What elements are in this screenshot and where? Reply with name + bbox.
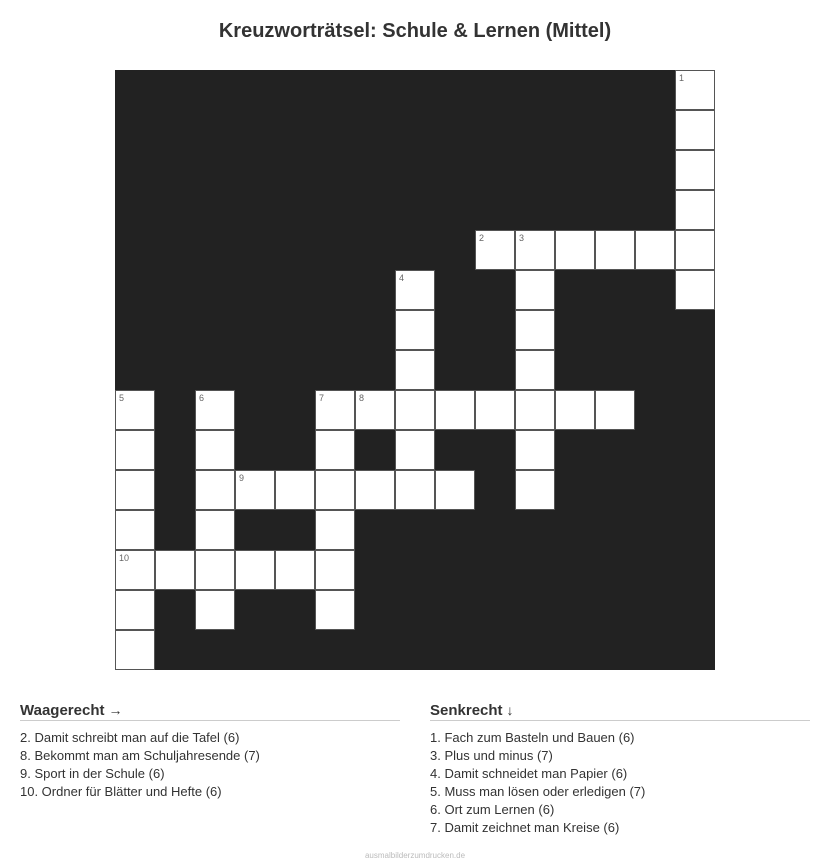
crossword-cell[interactable] <box>115 470 155 510</box>
crossword-cell[interactable] <box>155 550 195 590</box>
footer-credit: ausmalbilderzumdrucken.de <box>364 851 466 860</box>
crossword-cell[interactable] <box>675 110 715 150</box>
crossword-cell[interactable] <box>315 390 355 430</box>
clue-number: 10 <box>119 553 130 563</box>
crossword-cell[interactable] <box>195 550 235 590</box>
down-clue: 5. Muss man lösen oder erledigen (7) <box>430 784 646 799</box>
crossword-cell[interactable] <box>435 470 475 510</box>
across-heading <box>20 702 400 721</box>
crossword-cell[interactable] <box>195 390 235 430</box>
clue-number: 2 <box>479 233 485 243</box>
crossword-cell[interactable] <box>475 230 515 270</box>
crossword-cell[interactable] <box>315 510 355 550</box>
across-clue: 2. Damit schreibt man auf die Tafel (6) <box>20 730 240 745</box>
down-clue: 1. Fach zum Basteln und Bauen (6) <box>430 730 635 745</box>
crossword-cell[interactable] <box>315 550 355 590</box>
crossword-cell[interactable] <box>675 70 715 110</box>
down-clue: 7. Damit zeichnet man Kreise (6) <box>430 820 620 835</box>
crossword-cell[interactable] <box>355 470 395 510</box>
down-clues-section <box>430 702 810 837</box>
across-clue: 10. Ordner für Blätter und Hefte (6) <box>20 784 222 799</box>
crossword-cell[interactable] <box>555 230 595 270</box>
crossword-cell[interactable] <box>635 230 675 270</box>
crossword-cell[interactable] <box>395 390 435 430</box>
down-clue: 3. Plus und minus (7) <box>430 748 553 763</box>
crossword-grid <box>115 70 715 670</box>
crossword-cell[interactable] <box>275 550 315 590</box>
across-clue: 8. Bekommt man am Schuljahresende (7) <box>20 748 260 763</box>
crossword-cell[interactable] <box>395 350 435 390</box>
crossword-cell[interactable] <box>195 470 235 510</box>
crossword-cell[interactable] <box>315 590 355 630</box>
crossword-cell[interactable] <box>115 390 155 430</box>
down-clue: 6. Ort zum Lernen (6) <box>430 802 555 817</box>
crossword-cell[interactable] <box>515 270 555 310</box>
crossword-cell[interactable] <box>515 430 555 470</box>
clue-number: 6 <box>199 393 205 403</box>
across-heading-label: Waagerecht <box>20 702 105 719</box>
crossword-cell[interactable] <box>515 470 555 510</box>
crossword-cell[interactable] <box>315 430 355 470</box>
crossword-cell[interactable] <box>435 390 475 430</box>
crossword-cell[interactable] <box>115 550 155 590</box>
clue-number: 7 <box>319 393 325 403</box>
crossword-cell[interactable] <box>115 510 155 550</box>
down-heading <box>430 702 810 721</box>
crossword-cell[interactable] <box>195 590 235 630</box>
crossword-cell[interactable] <box>475 390 515 430</box>
crossword-cell[interactable] <box>395 430 435 470</box>
crossword-cell[interactable] <box>235 550 275 590</box>
crossword-cell[interactable] <box>515 350 555 390</box>
crossword-cell[interactable] <box>395 310 435 350</box>
crossword-cell[interactable] <box>675 190 715 230</box>
crossword-cell[interactable] <box>515 390 555 430</box>
clue-number: 9 <box>239 473 245 483</box>
clue-number: 8 <box>359 393 365 403</box>
crossword-cell[interactable] <box>515 310 555 350</box>
crossword-cell[interactable] <box>675 150 715 190</box>
crossword-cell[interactable] <box>115 590 155 630</box>
crossword-cell[interactable] <box>195 430 235 470</box>
crossword-cell[interactable] <box>115 630 155 670</box>
crossword-cell[interactable] <box>595 230 635 270</box>
clue-number: 3 <box>519 233 525 243</box>
crossword-cell[interactable] <box>275 470 315 510</box>
clue-number: 1 <box>679 73 685 83</box>
crossword-cell[interactable] <box>555 390 595 430</box>
crossword-cell[interactable] <box>355 390 395 430</box>
page-title: Kreuzworträtsel: Schule & Lernen (Mittel) <box>218 20 612 42</box>
crossword-cell[interactable] <box>675 270 715 310</box>
crossword-cell[interactable] <box>595 390 635 430</box>
across-clues-section <box>20 702 400 801</box>
crossword-cell[interactable] <box>235 470 275 510</box>
crossword-cell[interactable] <box>315 470 355 510</box>
clue-number: 4 <box>399 273 405 283</box>
arrow-right-icon: → <box>108 702 123 718</box>
crossword-cell[interactable] <box>515 230 555 270</box>
down-heading-label: Senkrecht <box>430 702 503 719</box>
down-clue: 4. Damit schneidet man Papier (6) <box>430 766 628 781</box>
crossword-cell[interactable] <box>195 510 235 550</box>
arrow-down-icon: ↓ <box>506 702 514 718</box>
crossword-cell[interactable] <box>395 270 435 310</box>
clue-number: 5 <box>119 393 125 403</box>
across-clue: 9. Sport in der Schule (6) <box>20 766 165 781</box>
crossword-cell[interactable] <box>395 470 435 510</box>
crossword-cell[interactable] <box>115 430 155 470</box>
crossword-cell[interactable] <box>675 230 715 270</box>
